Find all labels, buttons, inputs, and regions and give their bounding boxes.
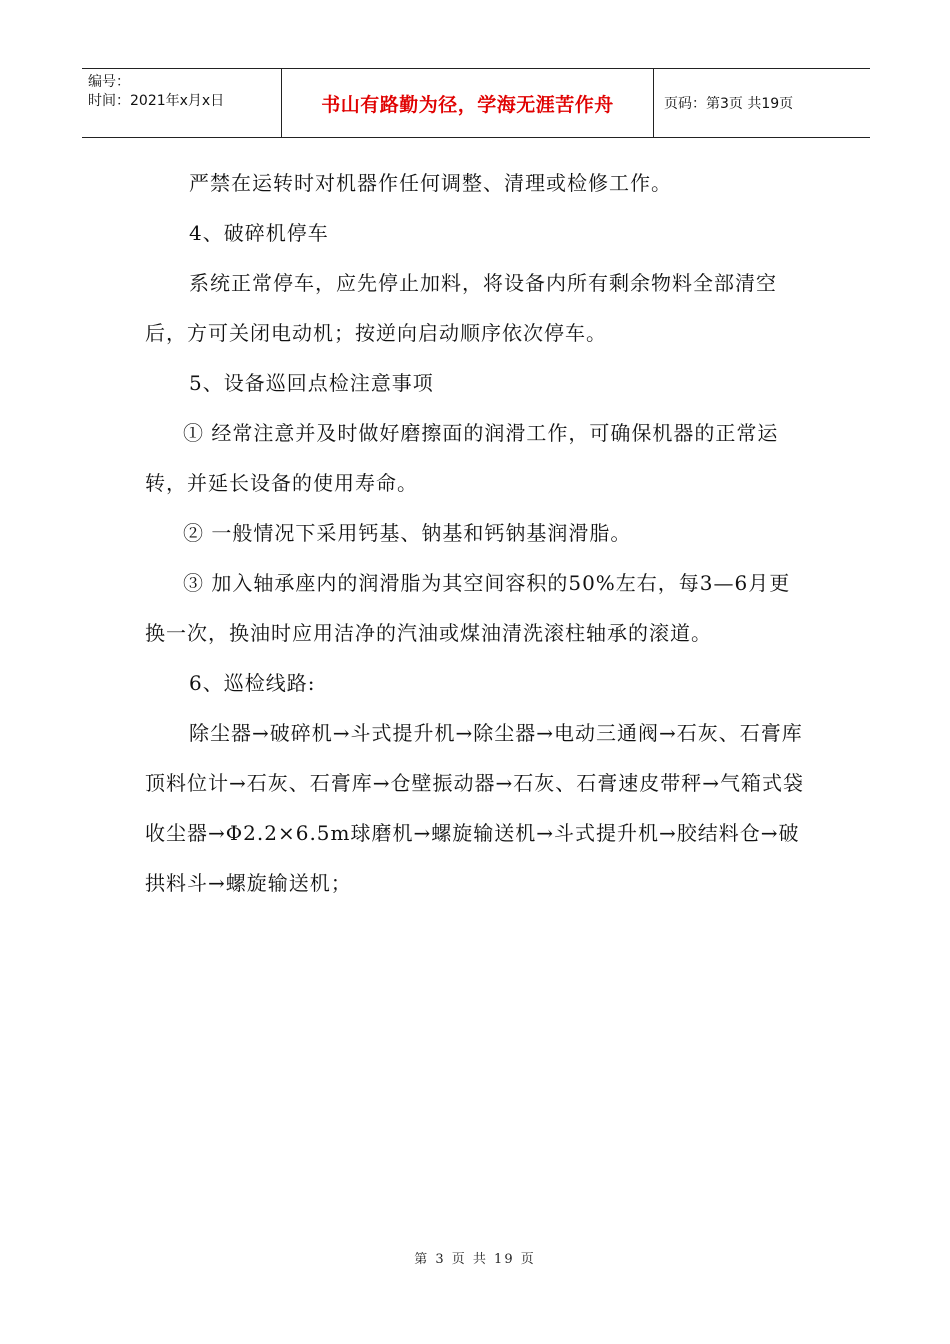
document-number-label: 编号：	[88, 74, 130, 90]
document-body	[145, 158, 807, 908]
inspection-route: 除尘器→破碎机→斗式提升机→除尘器→电动三通阀→石灰、石膏库顶料位计→石灰、石膏库→仓壁振动器→石灰、石膏速皮带秤→气箱式袋收尘器→Φ2.2×6.5m球磨机→螺旋输送机→斗式提升机→胶结料仓→破拱料斗→螺旋输送机；	[145, 721, 805, 895]
header-page-info: 页码：第3页 共19页	[664, 96, 794, 112]
body-paragraph: 严禁在运转时对机器作任何调整、清理或检修工作。	[189, 171, 672, 195]
list-item: ① 经常注意并及时做好磨擦面的润滑工作，可确保机器的正常运转，并延长设备的使用寿命。	[145, 421, 779, 495]
list-item: ③ 加入轴承座内的润滑脂为其空间容积的50%左右，每3—6月更换一次，换油时应用洁净的汽油或煤油清洗滚柱轴承的滚道。	[145, 571, 791, 645]
document-header	[82, 68, 870, 138]
document-time-label: 时间：2021年x月x日	[88, 93, 225, 109]
header-motto: 书山有路勤为径，学海无涯苦作舟	[321, 93, 614, 116]
page-footer: 第 3 页 共 19 页	[414, 1252, 536, 1267]
header-meta	[82, 69, 282, 137]
section-heading-6: 6、巡检线路:	[189, 671, 316, 695]
body-paragraph: 系统正常停车，应先停止加料，将设备内所有剩余物料全部清空后，方可关闭电动机；按逆向启动顺序依次停车。	[145, 271, 777, 345]
list-item: ② 一般情况下采用钙基、钠基和钙钠基润滑脂。	[183, 521, 632, 545]
section-heading-5: 5、设备巡回点检注意事项	[189, 371, 434, 395]
header-motto-cell	[282, 69, 654, 137]
section-heading-4: 4、破碎机停车	[189, 221, 329, 245]
